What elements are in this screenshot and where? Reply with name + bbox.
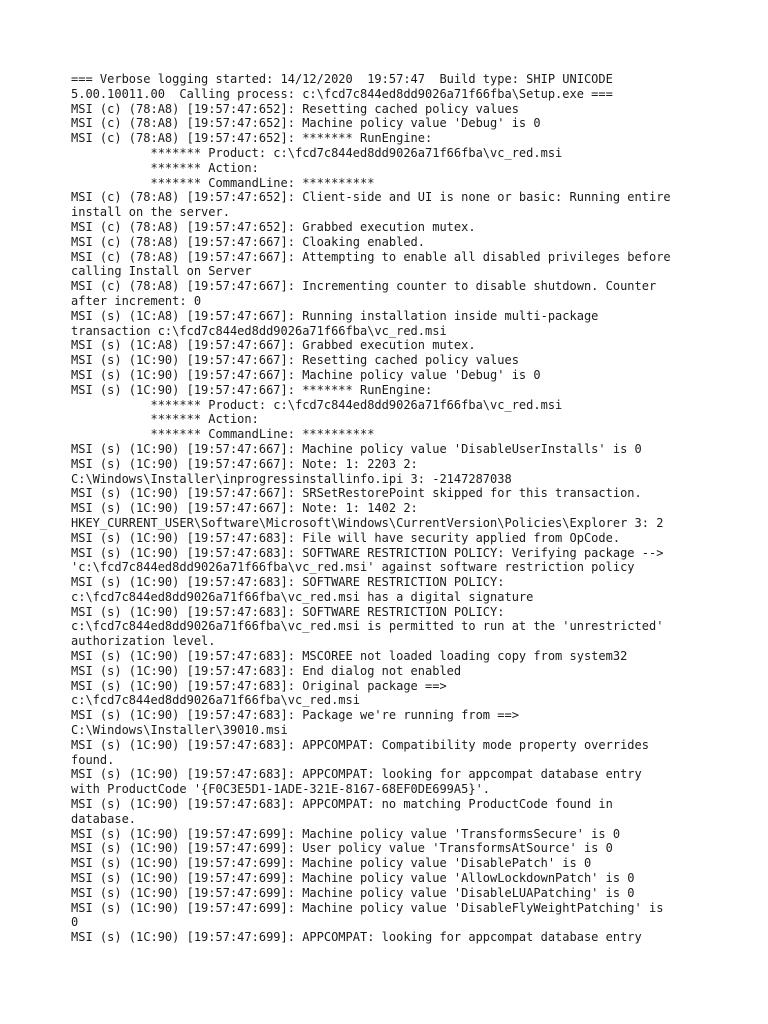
log-line: MSI (s) (1C:90) [19:57:47:683]: SOFTWARE RESTRICTION POLICY: Verifying package --> [71,545,664,560]
log-line: calling Install on Server [71,264,252,279]
log-line: c:\fcd7c844ed8dd9026a71f66fba\vc_red.msi [71,693,360,708]
log-line: MSI (c) (78:A8) [19:57:47:652]: Machine policy value 'Debug' is 0 [71,116,541,131]
log-line: ******* CommandLine: ********** [71,175,375,190]
log-line: after increment: 0 [71,293,202,308]
log-line: C:\Windows\Installer\39010.msi [71,723,288,738]
log-line: 'c:\fcd7c844ed8dd9026a71f66fba\vc_red.msi' against software restriction policy [71,560,635,575]
log-line: MSI (c) (78:A8) [19:57:47:652]: Client-side and UI is none or basic: Running entire [71,190,671,205]
log-line: MSI (c) (78:A8) [19:57:47:652]: Resetting cached policy values [71,101,519,116]
log-line: MSI (s) (1C:90) [19:57:47:683]: APPCOMPAT: no matching ProductCode found in [71,797,613,812]
log-line: MSI (s) (1C:90) [19:57:47:667]: Machine policy value 'Debug' is 0 [71,367,541,382]
log-line: MSI (s) (1C:90) [19:57:47:683]: Original package ==> [71,678,447,693]
log-line: MSI (s) (1C:90) [19:57:47:683]: SOFTWARE RESTRICTION POLICY: [71,575,505,590]
log-line: ******* Action: [71,160,259,175]
log-line: MSI (s) (1C:90) [19:57:47:699]: User policy value 'TransformsAtSource' is 0 [71,841,613,856]
log-line: MSI (s) (1C:90) [19:57:47:699]: Machine policy value 'TransformsSecure' is 0 [71,826,621,841]
log-line: === Verbose logging started: 14/12/2020 19:57:47 Build type: SHIP UNICODE [71,72,613,86]
log-line: MSI (s) (1C:90) [19:57:47:667]: ******* RunEngine: [71,382,433,397]
log-line: MSI (s) (1C:90) [19:57:47:699]: APPCOMPAT: looking for appcompat database entry [71,930,642,945]
log-line: MSI (s) (1C:90) [19:57:47:683]: SOFTWARE RESTRICTION POLICY: [71,604,505,619]
log-line: MSI (s) (1C:90) [19:57:47:667]: Note: 1: 2203 2: [71,456,418,471]
log-line: MSI (c) (78:A8) [19:57:47:667]: Cloaking enabled. [71,234,426,249]
log-line: MSI (s) (1C:90) [19:57:47:683]: APPCOMPAT: looking for appcompat database entry [71,767,642,782]
log-line: install on the server. [71,205,230,220]
log-line: MSI (s) (1C:90) [19:57:47:683]: End dialog not enabled [71,663,462,678]
log-line: MSI (s) (1C:90) [19:57:47:667]: SRSetRestorePoint skipped for this transaction. [71,486,642,501]
log-line: MSI (s) (1C:90) [19:57:47:683]: MSCOREE not loaded loading copy from system32 [71,649,628,664]
log-text [71,72,711,945]
log-line: MSI (s) (1C:90) [19:57:47:667]: Resetting cached policy values [71,353,519,368]
log-line: MSI (s) (1C:90) [19:57:47:667]: Machine policy value 'DisableUserInstalls' is 0 [71,441,642,456]
log-line: MSI (s) (1C:90) [19:57:47:699]: Machine policy value 'DisableFlyWeightPatching' is [71,900,664,915]
log-line: MSI (c) (78:A8) [19:57:47:667]: Incrementing counter to disable shutdown. Counter [71,279,657,294]
log-line: ******* Product: c:\fcd7c844ed8dd9026a71f66fba\vc_red.msi [71,397,563,412]
log-line: ******* Product: c:\fcd7c844ed8dd9026a71f66fba\vc_red.msi [71,145,563,160]
log-line: MSI (s) (1C:90) [19:57:47:699]: Machine policy value 'DisablePatch' is 0 [71,856,592,871]
log-line: C:\Windows\Installer\inprogressinstallinfo.ipi 3: -2147287038 [71,471,512,486]
log-line: MSI (s) (1C:90) [19:57:47:667]: Note: 1: 1402 2: [71,501,418,516]
log-line: authorization level. [71,634,216,649]
log-line: found. [71,752,115,767]
log-line: HKEY_CURRENT_USER\Software\Microsoft\Windows\CurrentVersion\Policies\Explorer 3: 2 [71,515,664,530]
log-line: c:\fcd7c844ed8dd9026a71f66fba\vc_red.msi is permitted to run at the 'unrestricted' [71,619,664,634]
log-line: 0 [71,915,79,930]
log-line: MSI (s) (1C:A8) [19:57:47:667]: Running installation inside multi-package [71,308,599,323]
log-line: MSI (c) (78:A8) [19:57:47:652]: ******* RunEngine: [71,131,433,146]
log-line: MSI (s) (1C:A8) [19:57:47:667]: Grabbed execution mutex. [71,338,476,353]
log-line: ******* CommandLine: ********** [71,427,375,442]
log-line: MSI (s) (1C:90) [19:57:47:683]: APPCOMPAT: Compatibility mode property overrides [71,737,649,752]
log-line: with ProductCode '{F0C3E5D1-1ADE-321E-8167-68EF0DE699A5}'. [71,782,491,797]
log-line: database. [71,811,137,826]
log-line: 5.00.10011.00 Calling process: c:\fcd7c844ed8dd9026a71f66fba\Setup.exe === [71,86,613,101]
log-line: ******* Action: [71,412,259,427]
log-line: c:\fcd7c844ed8dd9026a71f66fba\vc_red.msi has a digital signature [71,589,534,604]
log-line: MSI (s) (1C:90) [19:57:47:699]: Machine policy value 'AllowLockdownPatch' is 0 [71,871,635,886]
log-line: MSI (c) (78:A8) [19:57:47:652]: Grabbed execution mutex. [71,219,476,234]
log-line: MSI (c) (78:A8) [19:57:47:667]: Attempting to enable all disabled privileges before [71,249,671,264]
log-line: MSI (s) (1C:90) [19:57:47:699]: Machine policy value 'DisableLUAPatching' is 0 [71,885,635,900]
log-line: MSI (s) (1C:90) [19:57:47:683]: Package we're running from ==> [71,708,519,723]
log-line: MSI (s) (1C:90) [19:57:47:683]: File will have security applied from OpCode. [71,530,621,545]
log-line: transaction c:\fcd7c844ed8dd9026a71f66fba\vc_red.msi [71,323,447,338]
